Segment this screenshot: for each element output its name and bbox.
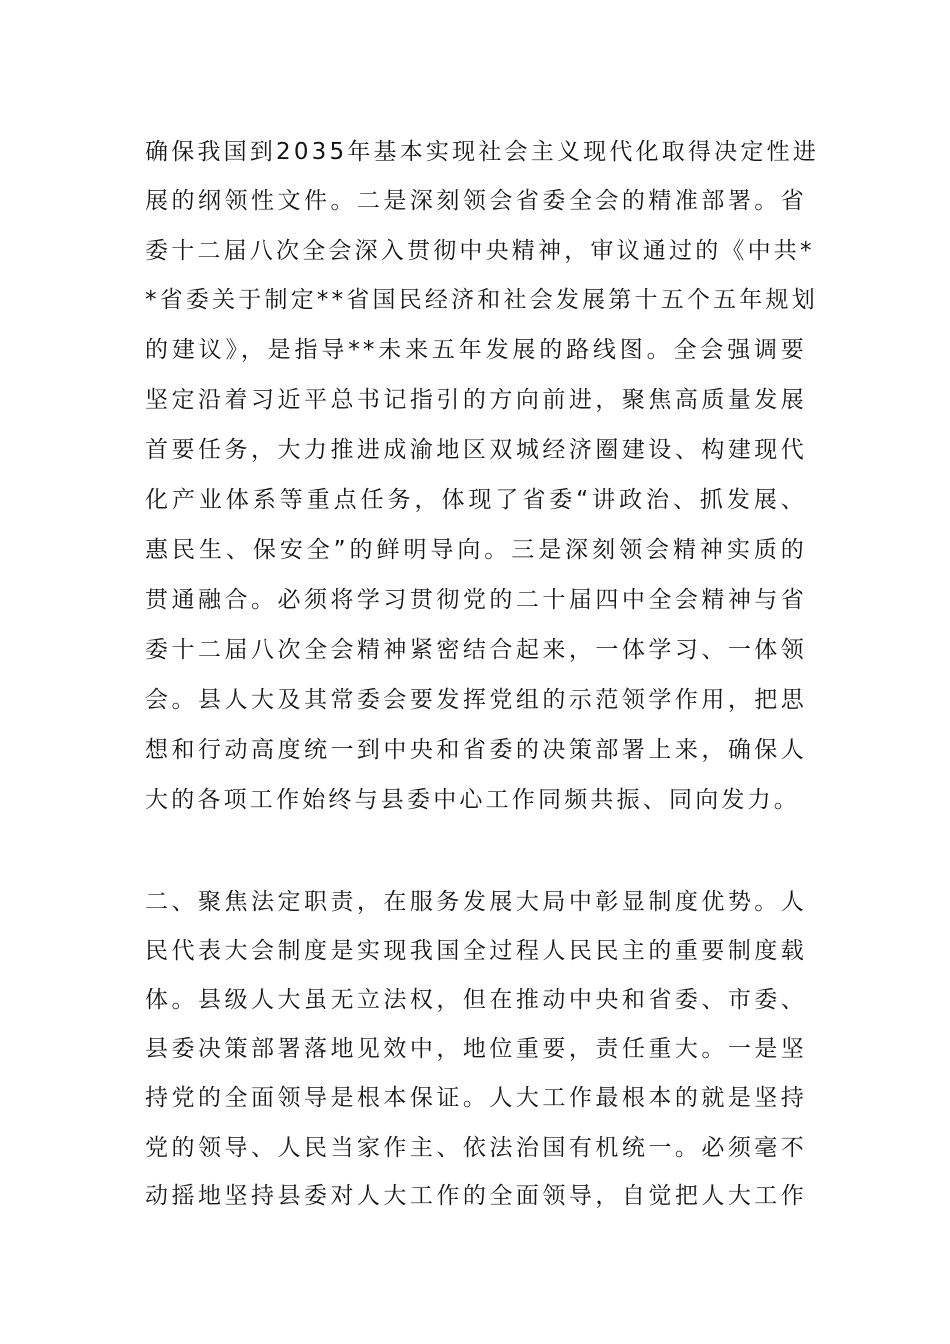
- text-line: 展的纲领性文件。二是深刻领会省委全会的精准部署。省: [145, 188, 807, 214]
- text-line: 党的领导、人民当家作主、依法治国有机统一。必须毫不: [145, 1135, 807, 1161]
- text-line: 会。县人大及其常委会要发挥党组的示范领学作用，把思: [145, 687, 807, 713]
- text-line: 化产业体系等重点任务，体现了省委“讲政治、抓发展、: [145, 487, 807, 513]
- text-line: 惠民生、保安全”的鲜明导向。三是深刻领会精神实质的: [145, 537, 807, 563]
- text-line: 县委决策部署落地见效中，地位重要，责任重大。一是坚: [145, 1036, 807, 1062]
- text-line: 的建议》，是指导**未来五年发展的路线图。全会强调要: [145, 337, 807, 363]
- text-line: 想和行动高度统一到中央和省委的决策部署上来，确保人: [145, 737, 807, 763]
- text-line: 民代表大会制度是实现我国全过程人民民主的重要制度载: [145, 938, 807, 964]
- text-line: 贯通融合。必须将学习贯彻党的二十届四中全会精神与省: [145, 587, 807, 613]
- section-heading-line: 二、聚焦法定职责，在服务发展大局中彰显制度优势。人: [145, 889, 807, 915]
- text-line: 坚定沿着习近平总书记指引的方向前进，聚焦高质量发展: [145, 387, 807, 413]
- text-line: *省委关于制定**省国民经济和社会发展第十五个五年规划: [145, 287, 818, 313]
- text-line: 体。县级人大虽无立法权，但在推动中央和省委、市委、: [145, 987, 807, 1013]
- text-line: 首要任务，大力推进成渝地区双城经济圈建设、构建现代: [145, 437, 807, 463]
- text-line: 委十二届八次全会深入贯彻中央精神，审议通过的《中共*: [145, 238, 815, 264]
- text-line: 持党的全面领导是根本保证。人大工作最根本的就是坚持: [145, 1085, 807, 1111]
- text-line: 动摇地坚持县委对人大工作的全面领导，自觉把人大工作: [145, 1183, 807, 1209]
- text-line: 委十二届八次全会精神紧密结合起来，一体学习、一体领: [145, 637, 807, 663]
- text-line: 大的各项工作始终与县委中心工作同频共振、同向发力。: [145, 787, 800, 813]
- text-line: 确保我国到2035年基本实现社会主义现代化取得决定性进: [145, 139, 819, 165]
